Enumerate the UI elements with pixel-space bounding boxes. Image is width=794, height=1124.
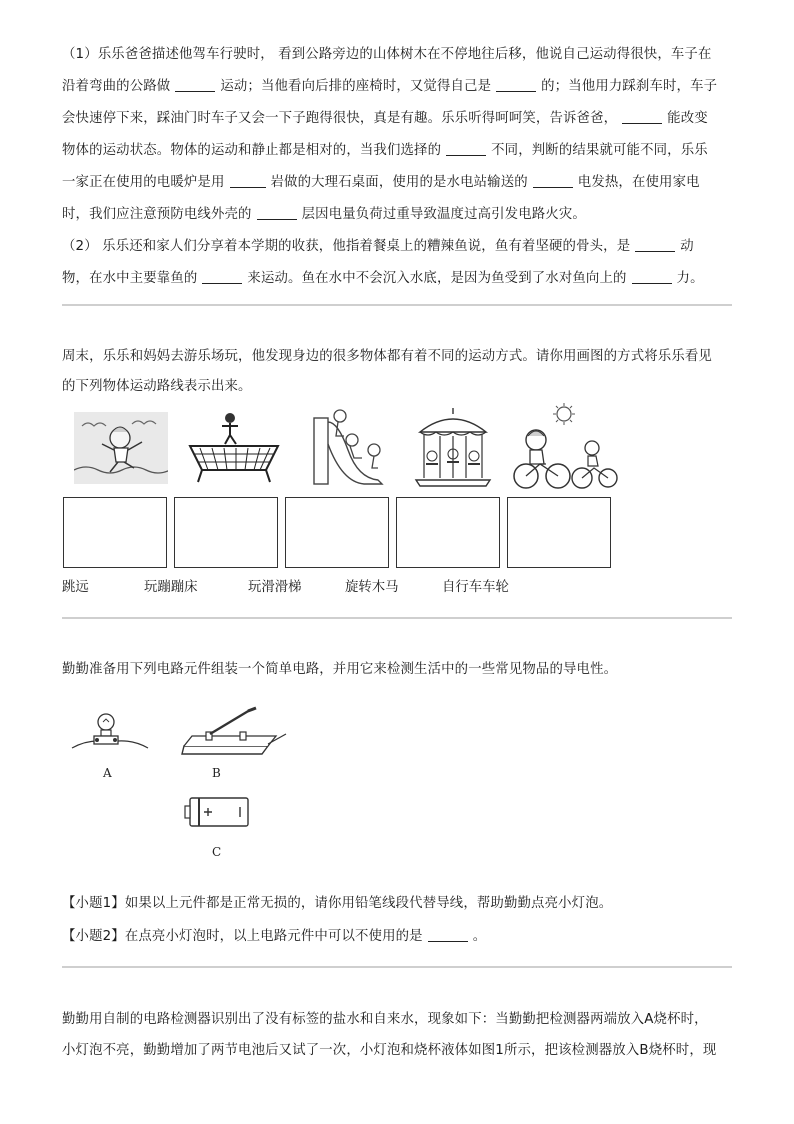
section-divider	[62, 617, 732, 619]
carousel-illustration	[414, 406, 492, 488]
q2-line-2: 的下列物体运动路线表示出来。	[62, 379, 252, 394]
drawing-box-bicycle-wheel[interactable]	[507, 497, 611, 568]
caption-trampoline: 玩蹦蹦床	[144, 580, 198, 595]
battery-icon	[184, 794, 254, 830]
q1-text: 层因电量负荷过重导致温度过高引发电路火灾。	[301, 207, 586, 222]
q1-text: （1）乐乐爸爸描述他驾车行驶时， 看到公路旁边的山体树木在不停地往后移，他说自己运动得很快，车子在	[62, 47, 712, 62]
answer-blank[interactable]	[202, 269, 242, 284]
answer-blank[interactable]	[533, 173, 573, 188]
caption-long-jump: 跳远	[62, 580, 89, 595]
trampoline-illustration	[186, 410, 282, 484]
q1-line-2	[62, 77, 742, 97]
q1-text: 一家正在使用的电暖炉是用	[62, 175, 225, 190]
q2-line-1: 周末，乐乐和妈妈去游乐场玩，他发现身边的很多物体都有着不同的运动方式。请你用画图的方式将乐乐看见	[62, 349, 712, 364]
drawing-box-trampoline[interactable]	[174, 497, 278, 568]
q1-text: 能改变	[667, 111, 708, 126]
q1-line-6	[62, 205, 742, 225]
long-jump-illustration	[74, 412, 168, 484]
knife-switch-icon	[180, 706, 288, 758]
bicycle-illustration	[510, 402, 618, 492]
q1-line-8	[62, 269, 742, 289]
answer-blank[interactable]	[428, 927, 468, 942]
q1-text: 物，在水中主要靠鱼的	[62, 271, 198, 286]
caption-carousel: 旋转木马	[345, 580, 399, 595]
q3-text: 【小题2】在点亮小灯泡时，以上电路元件中可以不使用的是	[62, 929, 423, 944]
q1-line-7	[62, 237, 742, 257]
component-label-b: B	[212, 766, 221, 780]
bulb-holder-icon	[70, 710, 150, 756]
q1-text: 会快速停下来，踩油门时车子又会一下子跑得很快，真是有趣。乐乐听得呵呵笑，告诉爸爸，	[62, 111, 618, 126]
component-label-c: C	[212, 845, 222, 859]
caption-slide: 玩滑滑梯	[248, 580, 302, 595]
component-label-a: A	[103, 766, 112, 780]
section-divider	[62, 966, 732, 968]
drawing-box-carousel[interactable]	[396, 497, 500, 568]
q3-intro: 勤勤准备用下列电路元件组装一个简单电路，并用它来检测生活中的一些常见物品的导电性。	[62, 662, 618, 677]
q1-text: 的；当他用力踩刹车时，车子	[541, 79, 718, 94]
q3-text: 。	[472, 929, 487, 944]
q1-text: 沿着弯曲的公路做	[62, 79, 171, 94]
q1-text: （2） 乐乐还和家人们分享着本学期的收获，他指着餐桌上的糟辣鱼说，鱼有着坚硬的骨头，是	[62, 239, 631, 254]
q4-line-1: 勤勤用自制的电路检测器识别出了没有标签的盐水和自来水，现象如下：当勤勤把检测器两端放入A烧杯时，	[62, 1012, 708, 1027]
q1-text: 岩做的大理石桌面，使用的是水电站输送的	[270, 175, 528, 190]
q1-text: 力。	[676, 271, 704, 286]
answer-blank[interactable]	[622, 109, 662, 124]
q1-line-3	[62, 109, 742, 129]
q3-subquestion-2	[62, 927, 742, 947]
drawing-box-slide[interactable]	[285, 497, 389, 568]
slide-illustration	[304, 404, 390, 488]
q1-text: 时，我们应注意预防电线外壳的	[62, 207, 252, 222]
caption-bicycle-wheel: 自行车车轮	[442, 580, 509, 595]
q3-subquestion-1: 【小题1】如果以上元件都是正常无损的，请你用铅笔线段代替导线，帮助勤勤点亮小灯泡。	[62, 896, 613, 911]
q1-text: 动	[680, 239, 694, 254]
q1-text: 物体的运动状态。物体的运动和静止都是相对的，当我们选择的	[62, 143, 442, 158]
answer-blank[interactable]	[257, 205, 297, 220]
answer-blank[interactable]	[446, 141, 486, 156]
answer-blank[interactable]	[635, 237, 675, 252]
q1-line-5	[62, 173, 742, 193]
section-divider	[62, 304, 732, 306]
q1-text: 电发热，在使用家电	[577, 175, 700, 190]
answer-blank[interactable]	[230, 173, 266, 188]
answer-blank[interactable]	[175, 77, 215, 92]
q1-line-4	[62, 141, 742, 161]
answer-blank[interactable]	[632, 269, 672, 284]
drawing-box-long-jump[interactable]	[63, 497, 167, 568]
q1-text: 来运动。鱼在水中不会沉入水底，是因为鱼受到了水对鱼向上的	[247, 271, 627, 286]
q1-line-1	[62, 45, 742, 65]
q4-line-2: 小灯泡不亮，勤勤增加了两节电池后又试了一次，小灯泡和烧杯液体如图1所示，把该检测器放入B烧杯时，现	[62, 1043, 717, 1058]
answer-blank[interactable]	[496, 77, 536, 92]
q1-text: 运动；当他看向后排的座椅时，又觉得自己是	[220, 79, 492, 94]
q1-text: 不同，判断的结果就可能不同，乐乐	[491, 143, 708, 158]
